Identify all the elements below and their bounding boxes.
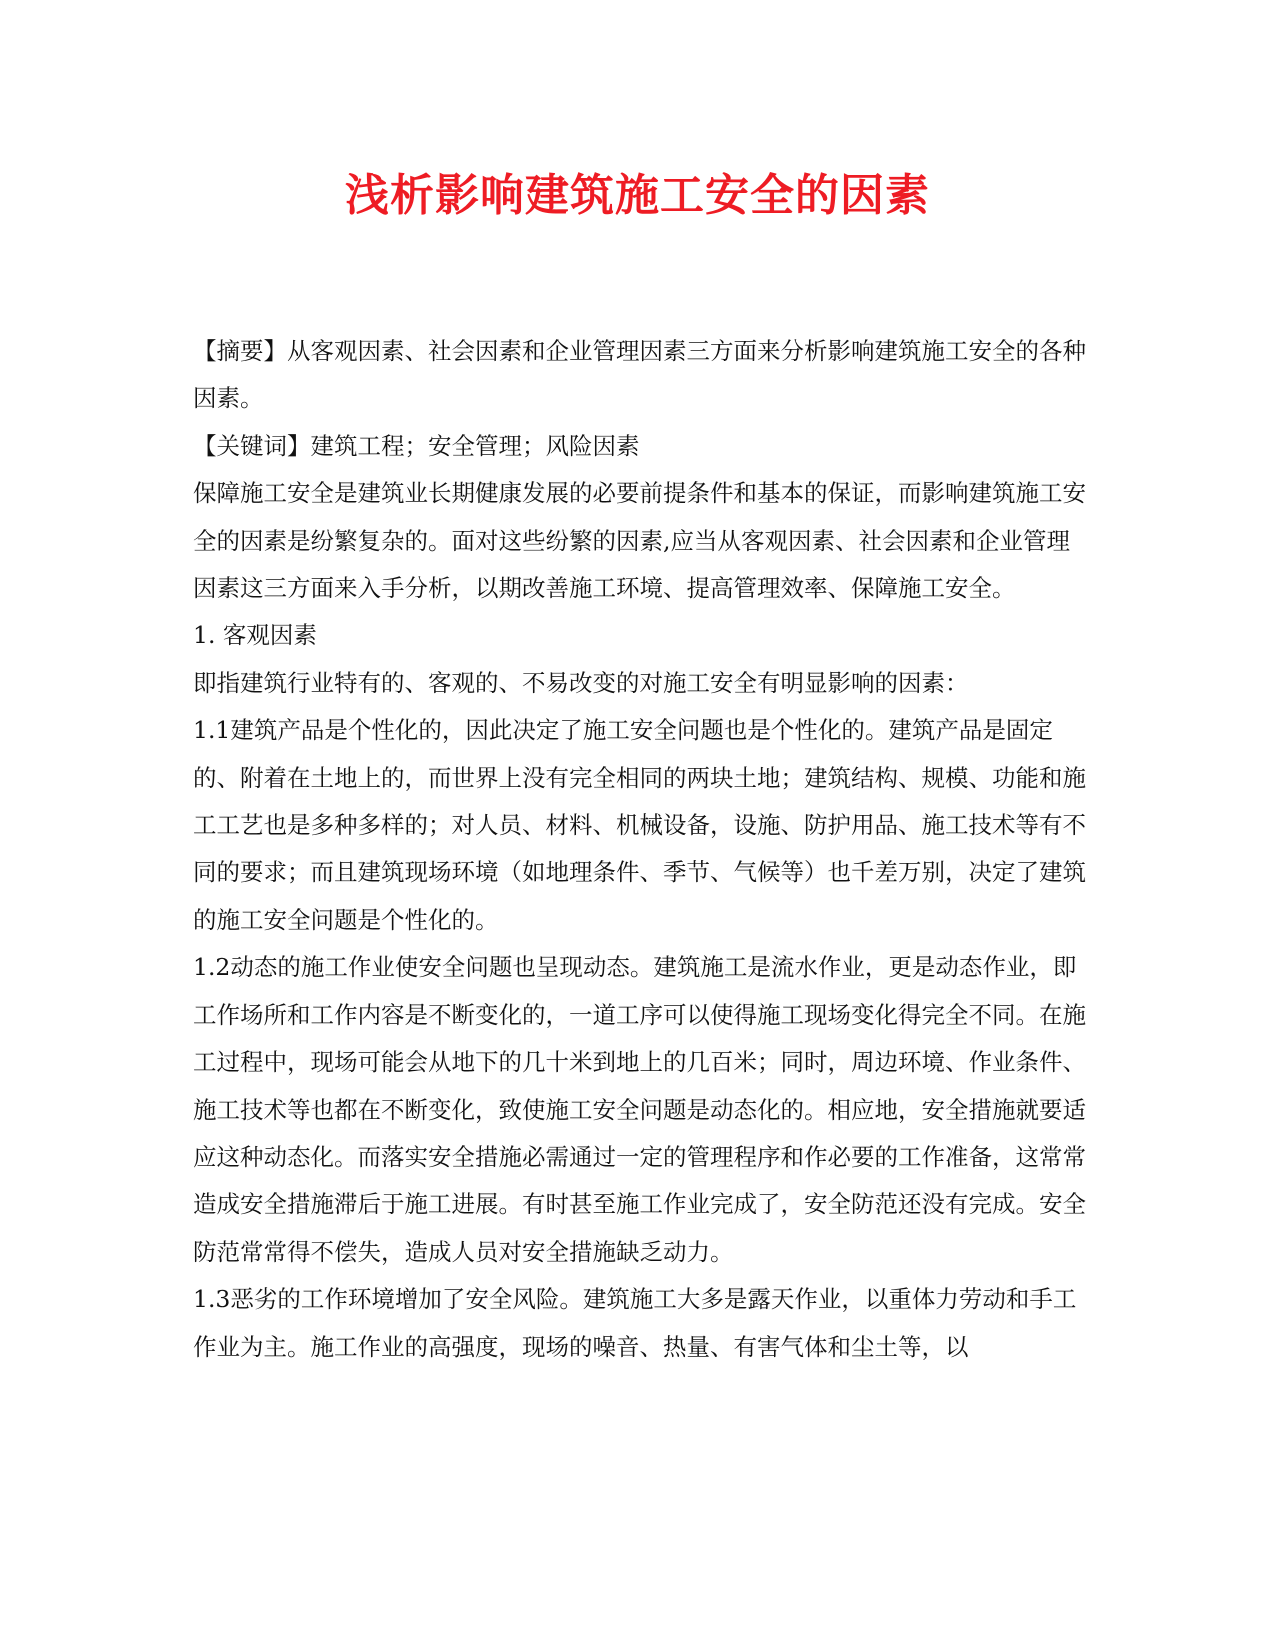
document-body bbox=[193, 328, 1088, 1371]
keywords-paragraph: 【关键词】建筑工程；安全管理；风险因素 bbox=[193, 431, 640, 460]
subsection-1-1-paragraph: 1.1建筑产品是个性化的，因此决定了施工安全问题也是个性化的。建筑产品是固定的、附着在土地上的，而世界上没有完全相同的两块土地；建筑结构、规模、功能和施工工艺也是多种多样的；对人员、材料、机械设备，设施、防护用品、施工技术等有不同的要求；而且建筑现场环境（如地理条件、季节、气候等）也千差万别，决定了建筑的施工安全问题是个性化的。 bbox=[193, 716, 1086, 934]
abstract-paragraph: 【摘要】从客观因素、社会因素和企业管理因素三方面来分析影响建筑施工安全的各种因素。 bbox=[193, 337, 1086, 413]
subsection-1-2-paragraph: 1.2动态的施工作业使安全问题也呈现动态。建筑施工是流水作业，更是动态作业，即工作场所和工作内容是不断变化的，一道工序可以使得施工现场变化得完全不同。在施工过程中，现场可能会从地下的几十米到地上的几百米；同时，周边环境、作业条件、施工技术等也都在不断变化，致使施工安全问题是动态化的。相应地，安全措施就要适应这种动态化。而落实安全措施必需通过一定的管理程序和作必要的工作准备，这常常造成安全措施滞后于施工进展。有时甚至施工作业完成了，安全防范还没有完成。安全防范常常得不偿失，造成人员对安全措施缺乏动力。 bbox=[193, 953, 1086, 1266]
subsection-1-3-paragraph: 1.3恶劣的工作环境增加了安全风险。建筑施工大多是露天作业，以重体力劳动和手工作业为主。施工作业的高强度，现场的噪音、热量、有害气体和尘土等，以 bbox=[193, 1285, 1077, 1361]
section-heading-1: 1. 客观因素 bbox=[193, 621, 317, 650]
document-title: 浅析影响建筑施工安全的因素 bbox=[345, 170, 930, 221]
section-intro-paragraph: 即指建筑行业特有的、客观的、不易改变的对施工安全有明显影响的因素： bbox=[193, 668, 969, 697]
intro-paragraph: 保障施工安全是建筑业长期健康发展的必要前提条件和基本的保证，而影响建筑施工安全的因素是纷繁复杂的。面对这些纷繁的因素,应当从客观因素、社会因素和企业管理因素这三方面来入手分析，以期改善施工环境、提高管理效率、保障施工安全。 bbox=[193, 479, 1086, 603]
